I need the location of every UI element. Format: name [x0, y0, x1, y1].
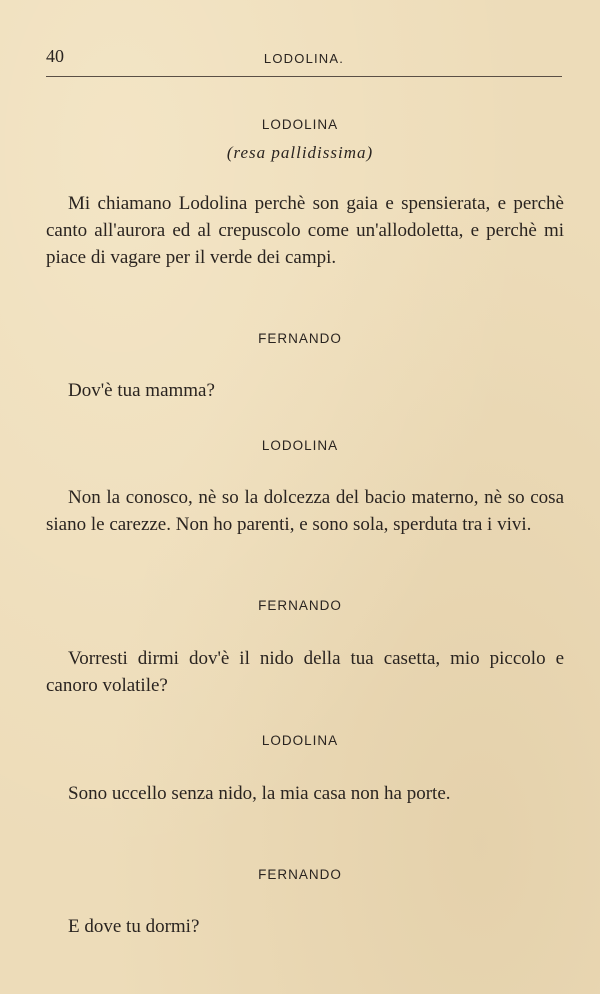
speech-text: Mi chiamano Lodolina perchè son gaia e spensierata, e perchè canto all'aurora ed al crepuscolo come un'allodoletta, e perchè mi piace di vagare per il verde dei campi.: [46, 193, 564, 268]
running-title: LODOLINA.: [263, 51, 345, 66]
speaker-name: LODOLINA: [261, 438, 339, 453]
speaker-name: FERNANDO: [258, 331, 342, 346]
speaker-name: FERNANDO: [258, 867, 342, 882]
speech-text: Vorresti dirmi dov'è il nido della tua casetta, mio piccolo e canoro volatile?: [46, 648, 564, 696]
speaker-name: LODOLINA: [261, 117, 339, 132]
speaker-name: FERNANDO: [258, 598, 342, 613]
page-header: [46, 42, 562, 77]
speech-text: E dove tu dormi?: [68, 916, 200, 937]
speaker-name: LODOLINA: [261, 733, 339, 748]
page-number: 40: [46, 46, 64, 66]
speech-text: Sono uccello senza nido, la mia casa non ha porte.: [68, 783, 451, 804]
speech-text: Non la conosco, nè so la dolcezza del bacio materno, nè so cosa siano le carezze. Non ho parenti, e sono sola, sperduta tra i vivi.: [46, 487, 564, 535]
stage-direction: (resa pallidissima): [226, 143, 374, 162]
speech-text: Dov'è tua mamma?: [68, 380, 215, 401]
